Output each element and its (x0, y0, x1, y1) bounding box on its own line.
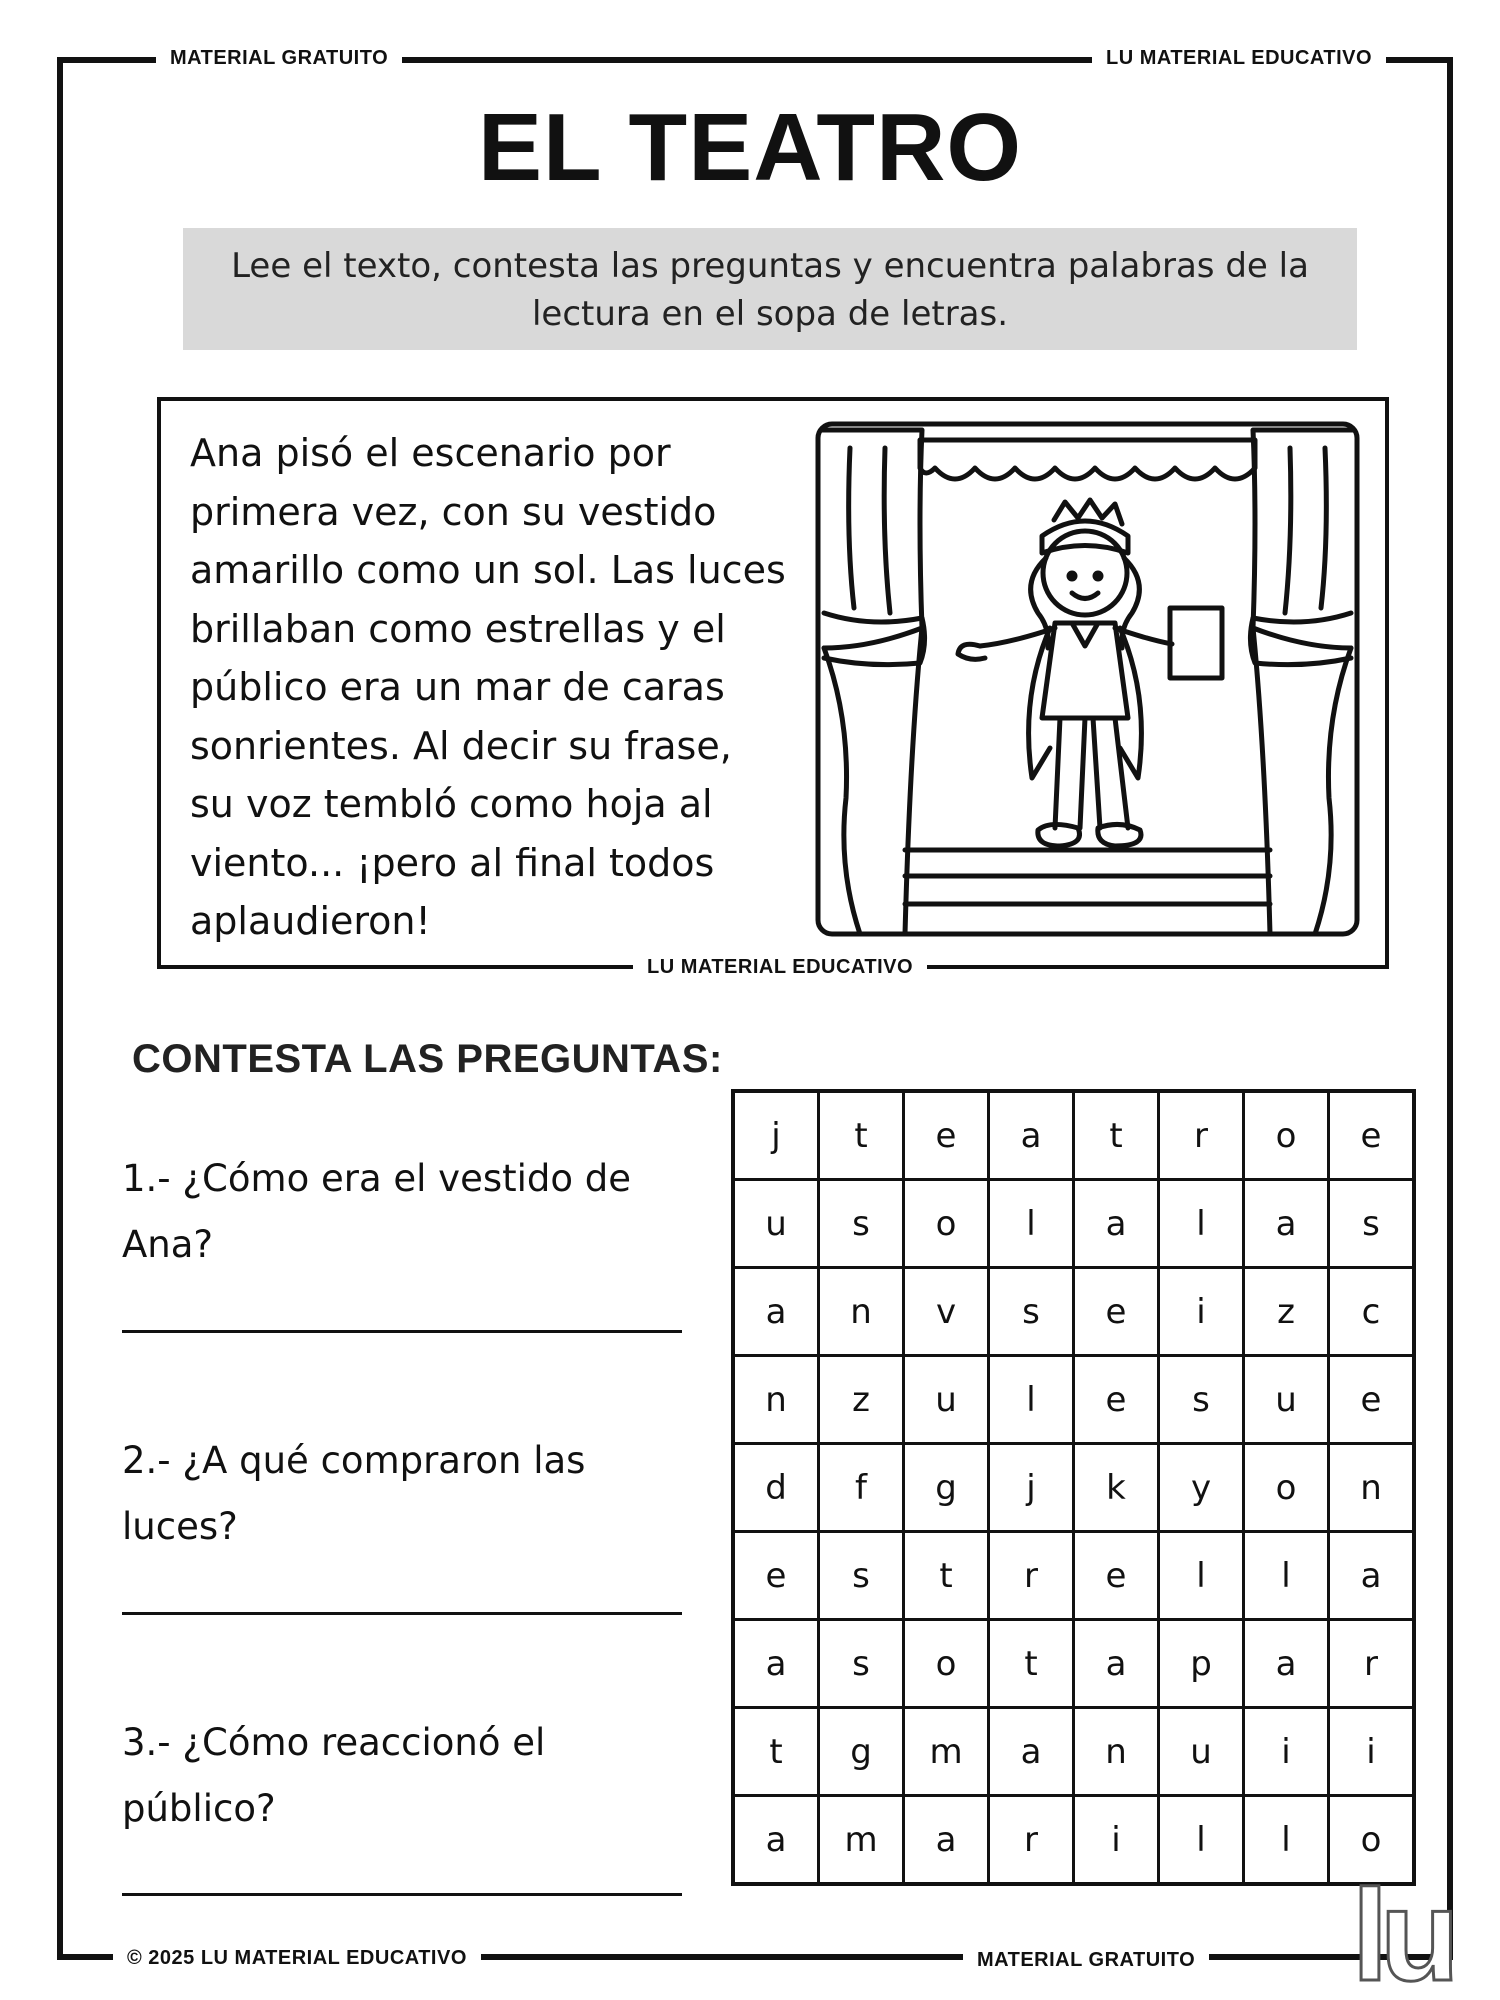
question-1 (122, 1146, 682, 1278)
word-search-row (733, 1268, 1414, 1356)
footer-copyright: © 2025 LU MATERIAL EDUCATIVO (113, 1946, 481, 1970)
word-search-cell[interactable]: o (1244, 1444, 1329, 1532)
word-search-grid (731, 1089, 1416, 1886)
word-search-cell[interactable]: s (819, 1620, 904, 1708)
word-search-row (733, 1532, 1414, 1620)
word-search-cell[interactable]: j (989, 1444, 1074, 1532)
reading-line: brillaban como estrellas y el (190, 606, 726, 651)
word-search-row (733, 1796, 1414, 1885)
word-search-cell[interactable]: a (1074, 1620, 1159, 1708)
word-search-cell[interactable]: a (1244, 1620, 1329, 1708)
word-search-cell[interactable]: l (989, 1356, 1074, 1444)
word-search-cell[interactable]: n (1074, 1708, 1159, 1796)
word-search-cell[interactable]: o (904, 1620, 989, 1708)
word-search-cell[interactable]: a (1074, 1180, 1159, 1268)
word-search-cell[interactable]: r (989, 1532, 1074, 1620)
word-search-cell[interactable]: r (989, 1796, 1074, 1885)
word-search-cell[interactable]: l (1244, 1796, 1329, 1885)
question-3-line1: 3.- ¿Cómo reaccionó el (122, 1721, 546, 1764)
word-search-cell[interactable]: s (989, 1268, 1074, 1356)
word-search-cell[interactable]: l (1244, 1532, 1329, 1620)
header-right-label: LU MATERIAL EDUCATIVO (1092, 46, 1386, 70)
word-search-cell[interactable]: n (1329, 1444, 1415, 1532)
word-search-cell[interactable]: e (904, 1091, 989, 1180)
word-search-cell[interactable]: s (1329, 1180, 1415, 1268)
word-search-cell[interactable]: l (989, 1180, 1074, 1268)
word-search-cell[interactable]: a (989, 1091, 1074, 1180)
word-search-cell[interactable]: e (733, 1532, 819, 1620)
word-search-cell[interactable]: a (989, 1708, 1074, 1796)
word-search-cell[interactable]: a (1329, 1532, 1415, 1620)
word-search-cell[interactable]: i (1329, 1708, 1415, 1796)
word-search-cell[interactable]: z (1244, 1268, 1329, 1356)
word-search-cell[interactable]: y (1159, 1444, 1244, 1532)
reading-line: aplaudieron! (190, 899, 431, 943)
word-search-cell[interactable]: n (819, 1268, 904, 1356)
question-2 (122, 1428, 682, 1560)
word-search-cell[interactable]: p (1159, 1620, 1244, 1708)
word-search-cell[interactable]: n (733, 1356, 819, 1444)
word-search-row (733, 1444, 1414, 1532)
word-search-cell[interactable]: i (1159, 1268, 1244, 1356)
question-1-line2: Ana? (122, 1223, 214, 1266)
reading-line: viento... ¡pero al final todos (190, 840, 715, 885)
answer-line-2[interactable] (122, 1612, 682, 1615)
footer-right-label: MATERIAL GRATUITO (963, 1948, 1209, 1972)
word-search-cell[interactable]: g (819, 1708, 904, 1796)
word-search-cell[interactable]: u (733, 1180, 819, 1268)
reading-line: amarillo como un sol. Las luces (190, 548, 786, 592)
header-left-label: MATERIAL GRATUITO (156, 46, 402, 70)
word-search-cell[interactable]: o (1244, 1091, 1329, 1180)
word-search-cell[interactable]: t (733, 1708, 819, 1796)
word-search-row (733, 1356, 1414, 1444)
word-search-cell[interactable]: s (1159, 1356, 1244, 1444)
reading-line: sonrientes. Al decir su frase, (190, 723, 732, 768)
word-search-cell[interactable]: e (1074, 1532, 1159, 1620)
word-search-cell[interactable]: a (733, 1268, 819, 1356)
word-search-cell[interactable]: a (904, 1796, 989, 1885)
word-search-cell[interactable]: l (1159, 1180, 1244, 1268)
word-search-cell[interactable]: l (1159, 1532, 1244, 1620)
word-search-cell[interactable]: e (1329, 1091, 1415, 1180)
word-search-cell[interactable]: r (1329, 1620, 1415, 1708)
girl-on-stage-illustration (810, 418, 1365, 940)
word-search-cell[interactable]: s (819, 1532, 904, 1620)
reading-text (190, 424, 810, 951)
lu-logo-text: lu (1352, 1872, 1452, 1992)
lu-logo (1350, 1872, 1470, 1992)
word-search-cell[interactable]: z (819, 1356, 904, 1444)
word-search-cell[interactable]: t (989, 1620, 1074, 1708)
word-search-cell[interactable]: o (904, 1180, 989, 1268)
word-search-row (733, 1180, 1414, 1268)
word-search-cell[interactable]: l (1159, 1796, 1244, 1885)
answer-line-1[interactable] (122, 1330, 682, 1333)
word-search-cell[interactable]: u (1159, 1708, 1244, 1796)
word-search-cell[interactable]: u (904, 1356, 989, 1444)
word-search-cell[interactable]: t (1074, 1091, 1159, 1180)
word-search-cell[interactable]: d (733, 1444, 819, 1532)
word-search-cell[interactable]: c (1329, 1268, 1415, 1356)
question-3 (122, 1710, 682, 1842)
word-search-cell[interactable]: m (819, 1796, 904, 1885)
word-search-cell[interactable]: o (1329, 1796, 1415, 1885)
question-3-line2: público? (122, 1787, 276, 1830)
word-search-cell[interactable]: v (904, 1268, 989, 1356)
question-1-line1: 1.- ¿Cómo era el vestido de (122, 1157, 632, 1200)
word-search-cell[interactable]: i (1074, 1796, 1159, 1885)
word-search-cell[interactable]: a (733, 1796, 819, 1885)
word-search-row (733, 1091, 1414, 1180)
reading-line: Ana pisó el escenario por (190, 431, 671, 475)
word-search-cell[interactable]: r (1159, 1091, 1244, 1180)
word-search-cell[interactable]: e (1074, 1268, 1159, 1356)
word-search-cell[interactable]: m (904, 1708, 989, 1796)
reading-line: primera vez, con su vestido (190, 489, 717, 534)
answer-line-3[interactable] (122, 1893, 682, 1896)
word-search-cell[interactable]: f (819, 1444, 904, 1532)
questions-heading: CONTESTA LAS PREGUNTAS: (132, 1037, 723, 1081)
word-search-cell[interactable]: e (1074, 1356, 1159, 1444)
word-search-cell[interactable]: u (1244, 1356, 1329, 1444)
word-search-cell[interactable]: k (1074, 1444, 1159, 1532)
word-search-cell[interactable]: e (1329, 1356, 1415, 1444)
reading-line: público era un mar de caras (190, 665, 725, 709)
reading-caption: LU MATERIAL EDUCATIVO (633, 955, 927, 979)
word-search-cell[interactable]: a (1244, 1180, 1329, 1268)
word-search-cell[interactable]: j (733, 1091, 819, 1180)
page-title: EL TEATRO (477, 94, 1023, 201)
word-search-cell[interactable]: i (1244, 1708, 1329, 1796)
word-search-cell[interactable]: t (904, 1532, 989, 1620)
word-search-row (733, 1620, 1414, 1708)
question-2-line2: luces? (122, 1505, 238, 1548)
word-search-cell[interactable]: g (904, 1444, 989, 1532)
word-search-cell[interactable]: a (733, 1620, 819, 1708)
word-search-cell[interactable]: t (819, 1091, 904, 1180)
reading-line: su voz tembló como hoja al (190, 782, 713, 826)
question-2-line1: 2.- ¿A qué compraron las (122, 1439, 586, 1482)
instructions-box: Lee el texto, contesta las preguntas y encuentra palabras de la lectura en el sopa de letras. (183, 228, 1357, 350)
word-search-row (733, 1708, 1414, 1796)
word-search-cell[interactable]: s (819, 1180, 904, 1268)
